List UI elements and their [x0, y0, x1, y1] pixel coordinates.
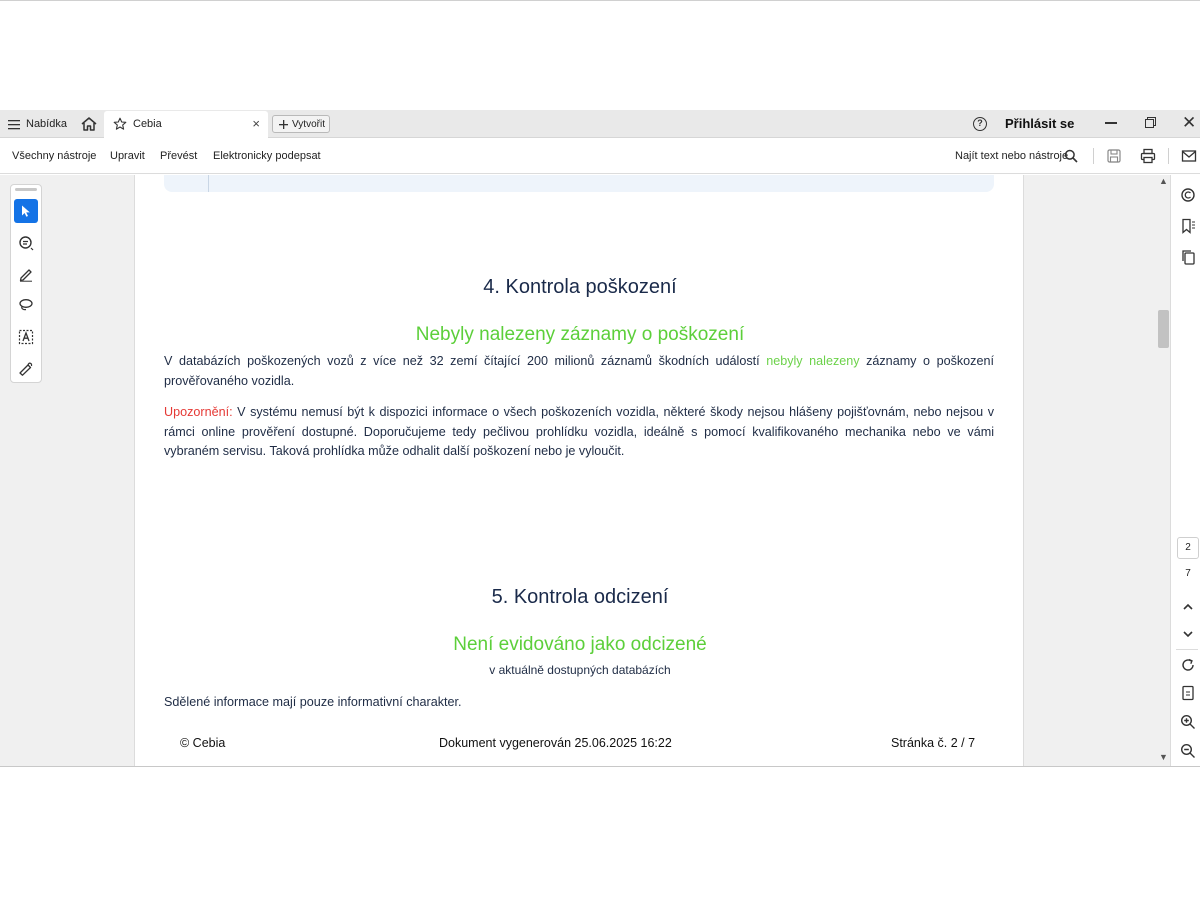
- menu-button[interactable]: [8, 116, 67, 132]
- stamp-icon: [18, 360, 34, 376]
- section4-status: Nebyly nalezeny záznamy o poškození: [415, 324, 745, 345]
- find-tools-input[interactable]: Najít text nebo nástroje: [955, 150, 1069, 162]
- star-icon[interactable]: [113, 117, 127, 131]
- palette-grip[interactable]: [15, 188, 37, 191]
- rotate-icon[interactable]: [1180, 657, 1196, 673]
- blank-area-top: [0, 0, 1200, 110]
- section5-status: Není evidováno jako odcizené: [453, 634, 707, 655]
- pen-icon: [18, 266, 34, 282]
- draw-tool-button[interactable]: [14, 262, 38, 286]
- main-toolbar: [0, 138, 1200, 174]
- warning-text: V systému nemusí být k dispozici informace o všech poškozeních vozidla, některé škody nejsou hlášeny pojišťovnám, nebo nejsou v rámci online prověření dostupné. Doporučujeme tedy pečlivou prohlídku vozidla, ideálně s pomocí kvalifikovaného mechanika nebo ve vámi vybraném servisu. Taková prohlídka může odhalit další poškození nebo je vyloučit.: [164, 405, 994, 458]
- comment-icon: [18, 235, 34, 251]
- page-fit-icon[interactable]: [1180, 685, 1196, 701]
- save-icon[interactable]: [1106, 148, 1122, 164]
- e-sign-button[interactable]: Elektronicky podepsat: [213, 150, 321, 162]
- vertical-scrollbar[interactable]: [1156, 175, 1170, 766]
- menu-icon: [8, 119, 20, 130]
- close-window-icon[interactable]: ✕: [1182, 113, 1197, 132]
- info-box: [164, 175, 994, 192]
- disclaimer: Sdělené informace mají pouze informativní charakter.: [164, 695, 462, 709]
- warning-paragraph: [164, 403, 994, 462]
- search-icon[interactable]: [1064, 149, 1078, 163]
- restore-icon[interactable]: [1145, 117, 1156, 128]
- text-box-tool-button[interactable]: [14, 325, 38, 349]
- section5-title: 5. Kontrola odcizení: [491, 586, 669, 608]
- document-viewport[interactable]: [0, 175, 1170, 766]
- quick-tools-palette: [10, 184, 42, 383]
- zoom-out-icon[interactable]: [1180, 743, 1196, 759]
- bookmarks-icon[interactable]: [1180, 218, 1196, 234]
- lasso-icon: [18, 297, 34, 313]
- scroll-down-arrow[interactable]: ▼: [1159, 752, 1168, 762]
- print-icon[interactable]: [1140, 148, 1156, 164]
- section4-para-highlight: nebyly nalezeny: [766, 354, 860, 368]
- toolbar-divider: [1168, 148, 1169, 164]
- section5-subtitle: v aktuálně dostupných databázích: [489, 663, 671, 677]
- edit-button[interactable]: Upravit: [110, 150, 145, 162]
- select-tool-button[interactable]: [14, 199, 38, 223]
- total-pages: 7: [1185, 568, 1191, 579]
- tab-title: Cebia: [133, 118, 162, 130]
- chevron-down-icon[interactable]: [1180, 626, 1196, 642]
- lasso-tool-button[interactable]: [14, 293, 38, 317]
- help-icon[interactable]: ?: [973, 117, 987, 131]
- zoom-in-icon[interactable]: [1180, 714, 1196, 730]
- section4-paragraph: [164, 352, 994, 391]
- document-page: [134, 175, 1024, 766]
- section4-para-post: záznamy o poškození prověřovaného vozidla.: [164, 354, 994, 388]
- warning-label: Upozornění:: [164, 405, 233, 419]
- toolbar-divider: [1093, 148, 1094, 164]
- tab-close-button[interactable]: ×: [252, 116, 260, 131]
- convert-button[interactable]: Převést: [160, 150, 198, 162]
- new-tab-label: Vytvořit: [292, 118, 325, 130]
- comment-tool-button[interactable]: [14, 231, 38, 255]
- minimize-icon[interactable]: [1105, 122, 1117, 124]
- plus-icon: [279, 120, 288, 129]
- section4-title: 4. Kontrola poškození: [483, 276, 677, 298]
- stamp-tool-button[interactable]: [14, 356, 38, 380]
- section4-para-pre: V databázích poškozených vozů z více než 32 zemí čítající 200 milionů záznamů škodních událostí: [164, 354, 767, 368]
- menu-label: Nabídka: [26, 118, 67, 130]
- footer-page-number: Stránka č. 2 / 7: [891, 736, 976, 750]
- scroll-up-arrow[interactable]: ▲: [1159, 176, 1168, 186]
- signin-button[interactable]: Přihlásit se: [1005, 116, 1075, 131]
- scroll-thumb[interactable]: [1158, 310, 1169, 348]
- footer-copyright: © Cebia: [180, 736, 226, 750]
- select-icon: [19, 204, 33, 218]
- home-icon[interactable]: [80, 115, 98, 133]
- chevron-up-icon[interactable]: [1180, 599, 1196, 615]
- comments-panel-icon[interactable]: [1180, 187, 1196, 203]
- info-box-rule: [208, 175, 209, 192]
- blank-area-bottom: [0, 766, 1200, 900]
- text-box-icon: [18, 329, 34, 345]
- pages-icon[interactable]: [1180, 249, 1196, 265]
- all-tools-button[interactable]: Všechny nástroje: [12, 150, 97, 162]
- rail-divider: [1176, 649, 1198, 650]
- mail-icon[interactable]: [1181, 148, 1197, 164]
- new-tab-button[interactable]: [272, 115, 330, 133]
- current-page-input[interactable]: 2: [1177, 537, 1199, 559]
- footer-generated: Dokument vygenerován 25.06.2025 16:22: [439, 736, 672, 750]
- tab-cebia[interactable]: [104, 111, 268, 138]
